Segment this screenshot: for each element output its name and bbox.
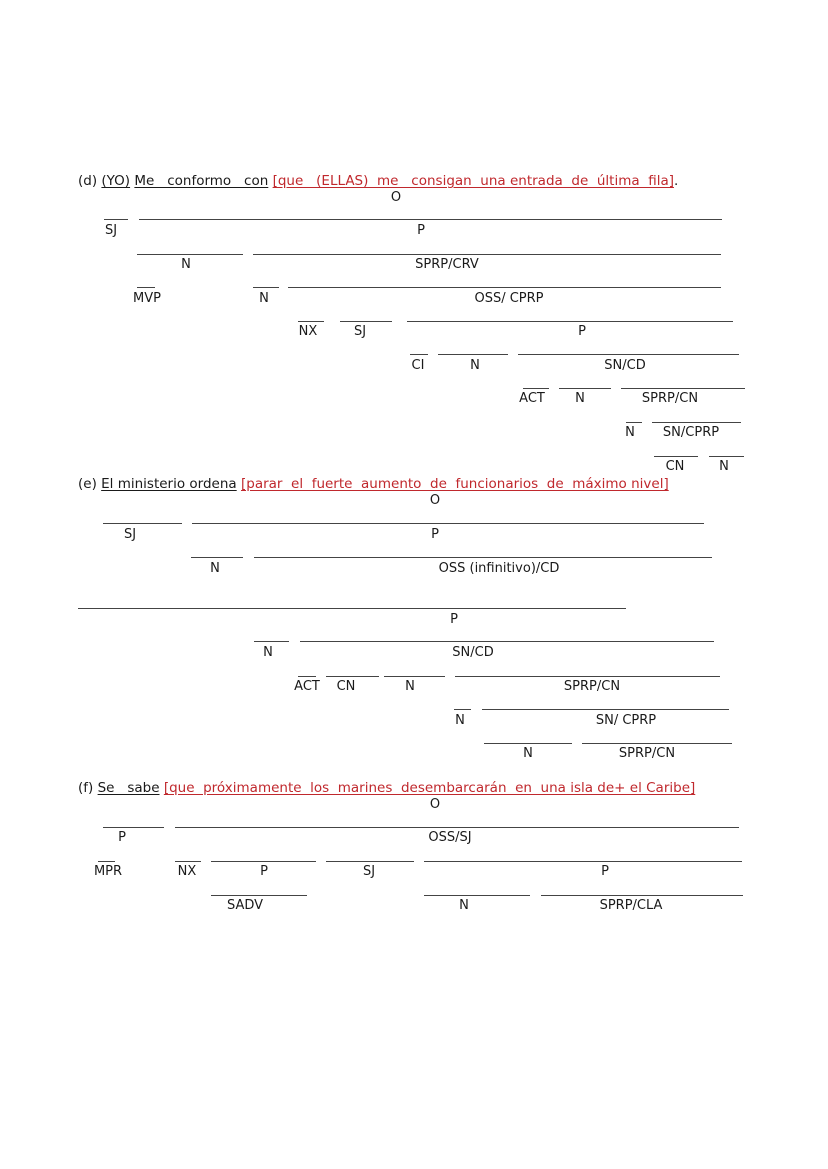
sentence-f-main: Se sabe [97,780,160,796]
label-e-cn: CN [336,679,356,694]
label-e-sj: SJ [123,527,137,542]
line-d-cn [654,456,698,457]
line-e-cn [326,676,379,677]
label-d-cn: CN [665,459,685,474]
line-d-sj [104,219,128,220]
line-d-sprp-crv [253,254,721,255]
line-d-n6 [709,456,744,457]
line-d-p [139,219,722,220]
line-f-oss [175,827,739,828]
label-e-act: ACT [294,679,320,694]
label-e-o: O [429,493,441,508]
label-d-p: P [417,223,425,238]
line-d-n2 [253,287,279,288]
sentence-e-main: El ministerio ordena [101,476,237,492]
line-f-p2 [211,861,316,862]
sentence-f-subordinate: [que próximamente los marines desembarcarán en una isla de+ el Caribe] [163,780,696,796]
label-d-act: ACT [519,391,545,406]
label-e-n5: N [523,746,533,761]
label-d-n: N [181,257,191,272]
line-d-n4 [559,388,611,389]
line-d-n3 [438,354,508,355]
label-f-oss-sj: OSS/SJ [428,830,472,845]
sentence-d-prefix: (d) [78,173,98,189]
line-e-sprp-cn2 [582,743,732,744]
line-d-p2 [407,321,733,322]
sentence-d-subject: (YO) [101,173,131,189]
line-f-sj [326,861,414,862]
label-f-p2: P [260,864,268,879]
line-e-n [191,557,243,558]
label-e-oss-cd: OSS (infinitivo)/CD [438,561,560,576]
label-f-sj: SJ [362,864,376,879]
label-f-n: N [459,898,469,913]
label-d-sn-cd: SN/CD [604,358,646,373]
sentence-e [78,476,669,492]
label-f-mpr: MPR [93,864,123,879]
line-d-oss [288,287,721,288]
line-f-p [103,827,164,828]
label-e-p2: P [450,612,458,627]
label-e-p: P [431,527,439,542]
label-f-p3: P [601,864,609,879]
line-d-n5 [626,422,642,423]
line-e-act [298,676,316,677]
line-f-sprp-cla [541,895,743,896]
line-d-sn-cd [518,354,739,355]
label-e-n2: N [263,645,273,660]
label-d-nx: NX [298,324,318,339]
label-d-mvp: MVP [133,291,161,306]
line-e-n3 [384,676,445,677]
sentence-d [78,173,678,189]
sentence-d-subordinate: [que (ELLAS) me consigan una entrada de última fila] [272,173,674,189]
label-d-n6: N [719,459,729,474]
sentence-d-period: . [674,173,679,189]
line-f-n [424,895,530,896]
line-d-n [137,254,243,255]
label-e-n4: N [455,713,465,728]
label-d-n2: N [259,291,269,306]
line-e-sn-cprp [482,709,729,710]
label-d-n3: N [470,358,480,373]
label-d-oss-cprp: OSS/ CPRP [474,291,544,306]
label-f-nx: NX [177,864,197,879]
line-f-nx [175,861,201,862]
line-e-sprp-cn [455,676,720,677]
sentence-f [78,780,695,796]
label-d-n4: N [575,391,585,406]
line-f-mpr [98,861,115,862]
label-f-p: P [118,830,126,845]
label-d-n5: N [625,425,635,440]
label-f-o: O [429,797,441,812]
line-e-n2 [254,641,289,642]
label-d-sj: SJ [104,223,118,238]
line-d-act [523,388,549,389]
label-f-sprp-cla: SPRP/CLA [599,898,663,913]
label-d-sprp-cn: SPRP/CN [641,391,699,406]
sentence-d-main: Me conformo con [134,173,269,189]
line-e-sj [103,523,182,524]
line-f-p3 [424,861,742,862]
label-d-sn-cprp: SN/CPRP [662,425,720,440]
label-d-ci: CI [411,358,425,373]
line-d-ci [410,354,428,355]
label-d-o: O [390,190,402,205]
label-e-sprp-cn2: SPRP/CN [618,746,676,761]
label-d-sj2: SJ [353,324,367,339]
line-d-mvp [137,287,155,288]
line-e-oss [254,557,712,558]
sentence-e-prefix: (e) [78,476,97,492]
label-e-sprp-cn: SPRP/CN [563,679,621,694]
line-e-n4 [454,709,471,710]
line-e-p [192,523,704,524]
line-d-sprp-cn [621,388,745,389]
label-e-n: N [210,561,220,576]
label-f-sadv: SADV [226,898,264,913]
line-f-sadv [211,895,307,896]
line-e-n5 [484,743,572,744]
line-d-nx [298,321,324,322]
line-e-long [78,608,626,609]
line-d-sj2 [340,321,392,322]
sentence-f-prefix: (f) [78,780,94,796]
label-e-sn-cprp: SN/ CPRP [595,713,657,728]
line-e-sn-cd [300,641,714,642]
line-d-sn-cprp [652,422,741,423]
label-d-sprp-crv: SPRP/CRV [415,257,479,272]
label-d-p2: P [578,324,586,339]
sentence-e-subordinate: [parar el fuerte aumento de funcionarios de máximo nivel] [240,476,669,492]
label-e-n3: N [405,679,415,694]
label-e-sn-cd: SN/CD [452,645,494,660]
